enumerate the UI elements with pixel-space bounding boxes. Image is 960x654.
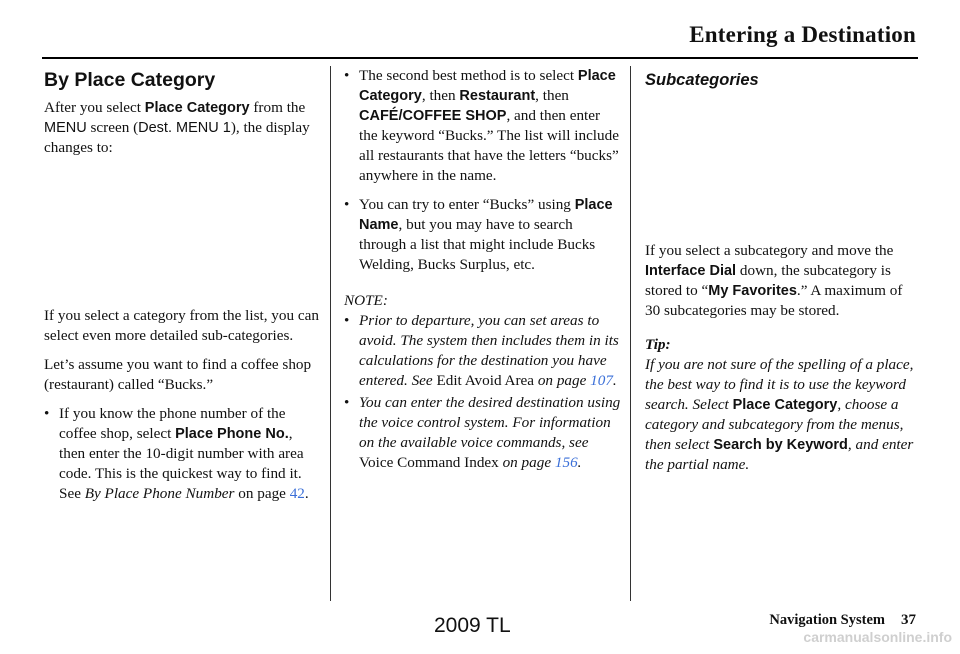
column-left xyxy=(44,66,322,513)
page-number: 37 xyxy=(901,612,916,628)
section-heading: By Place Category xyxy=(44,69,216,91)
model-label: 2009 TL xyxy=(434,614,511,637)
ui-term: Dest. MENU 1 xyxy=(138,120,231,136)
subsection-heading: Subcategories xyxy=(645,71,759,89)
page-link[interactable]: 107 xyxy=(590,372,613,389)
paragraph: If you select a subcategory and move the Interface Dial down, the subcategory is stored to “My Favorites.” A maximum of 30 subcategories may be stored. xyxy=(645,242,903,319)
note-item: • Prior to departure, you can set areas to avoid. The system then includes them in its calculations for the destination you have entered. See Edit Avoid Area on page 107. xyxy=(344,311,622,391)
reference-title: Edit Avoid Area xyxy=(436,372,535,389)
paragraph: If you select a category from the list, you can select even more detailed sub-categories. xyxy=(44,307,319,344)
bullet-item: • You can try to enter “Bucks” using Place Name, but you may have to search through a list that might include Bucks Welding, Bucks Surplus, etc. xyxy=(344,195,622,275)
column-middle xyxy=(344,66,622,475)
tip-text: If you are not sure of the spelling of a place, the best way to find it is to use the keyword search. Select Place Category, choose a category and subcategory from the menus, then select Search by Keyword, and enter the partial name. xyxy=(645,356,914,473)
ui-term: My Favorites xyxy=(708,283,797,299)
intro-paragraph: After you select Place Category from the MENU screen (Dest. MENU 1), the display changes to: xyxy=(44,99,310,156)
ui-term: Place Category xyxy=(359,68,616,104)
ui-term: Place Category xyxy=(144,100,250,116)
page-link[interactable]: 42 xyxy=(289,485,305,502)
footer-section: Navigation System 37 xyxy=(769,612,916,628)
page-link[interactable]: 156 xyxy=(554,454,578,471)
ui-term: Restaurant xyxy=(459,88,536,104)
ui-term: Interface Dial xyxy=(645,263,737,279)
screen-image-placeholder xyxy=(645,91,921,241)
note-item: • You can enter the desired destination using the voice control system. For information on the available voice commands, see Voice Command Index on page 156. xyxy=(344,393,622,473)
bullet-item: • If you know the phone number of the coffee shop, select Place Phone No., then enter the 10-digit number with area code. This is the quickest way to find it. See By Place Phone Number on page 42. xyxy=(44,404,322,504)
reference-title: By Place Phone Number xyxy=(84,485,235,502)
header-rule xyxy=(42,57,918,59)
page-header-title: Entering a Destination xyxy=(689,22,916,47)
reference-title: Voice Command Index xyxy=(359,454,499,471)
ui-term: Place Name xyxy=(359,197,613,233)
paragraph: Let’s assume you want to find a coffee shop (restaurant) called “Bucks.” xyxy=(44,356,312,393)
ui-term: Place Phone No. xyxy=(175,426,289,442)
ui-term: Search by Keyword xyxy=(713,437,848,453)
note-label: NOTE: xyxy=(344,292,388,309)
column-divider xyxy=(330,66,331,601)
column-divider xyxy=(630,66,631,601)
column-right xyxy=(645,66,921,484)
tip-label: Tip: xyxy=(645,336,671,353)
ui-term: Place Category xyxy=(732,397,838,413)
watermark: carmanualsonline.info xyxy=(803,629,952,645)
screen-image-placeholder xyxy=(44,167,322,306)
bullet-item: • The second best method is to select Place Category, then Restaurant, then CAFÉ/COFFEE SHOP, and then enter the keyword “Bucks.” The list will include all restaurants that have the letters “bucks” anywhere in the name. xyxy=(344,66,622,186)
ui-term: MENU xyxy=(44,120,87,136)
ui-term: CAFÉ/COFFEE SHOP xyxy=(359,108,507,124)
